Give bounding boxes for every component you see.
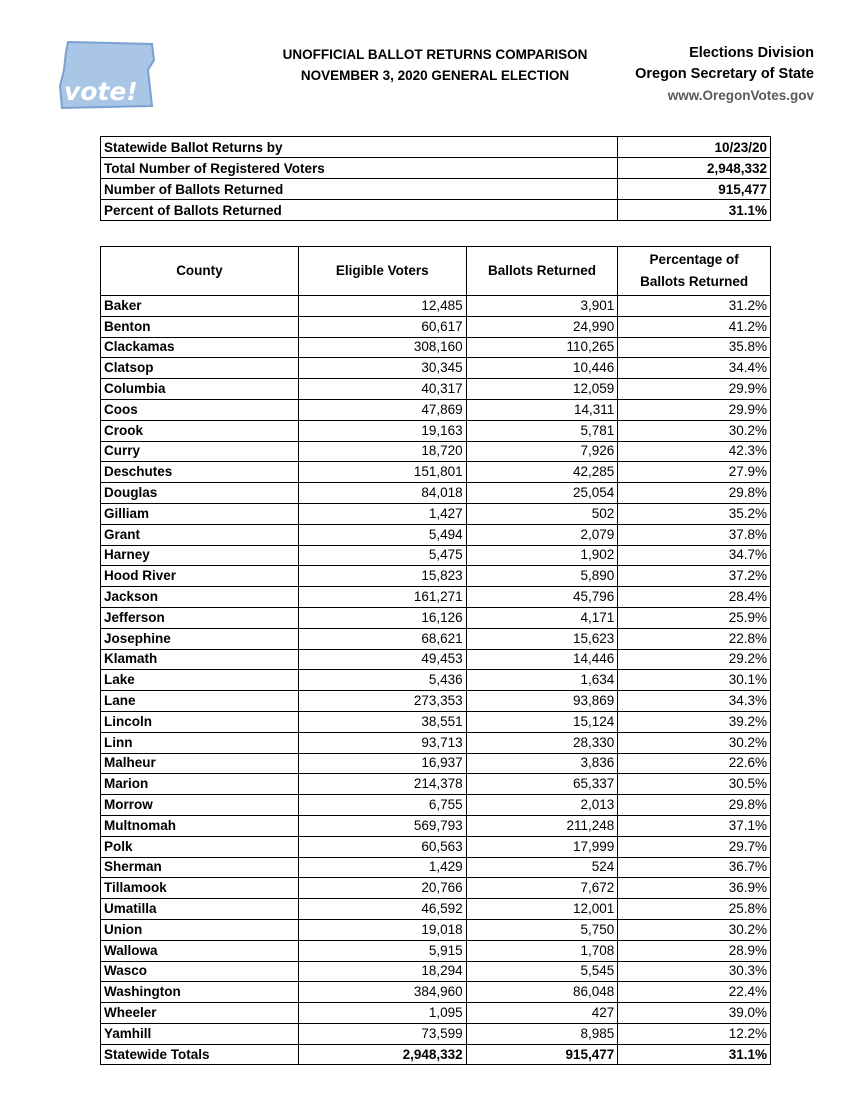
logo-text: vote!	[64, 77, 138, 106]
percentage-returned: 22.8%	[618, 628, 771, 649]
eligible-voters: 73,599	[298, 1023, 466, 1044]
eligible-voters: 5,915	[298, 940, 466, 961]
percentage-returned: 36.9%	[618, 878, 771, 899]
eligible-voters: 19,018	[298, 919, 466, 940]
county-name: Josephine	[101, 628, 299, 649]
county-name: Marion	[101, 774, 299, 795]
statewide-totals-row	[101, 1044, 771, 1065]
table-row	[101, 899, 771, 920]
eligible-voters: 40,317	[298, 379, 466, 400]
ballots-returned: 7,672	[466, 878, 618, 899]
summary-label: Statewide Ballot Returns by	[101, 137, 618, 158]
ballots-returned: 10,446	[466, 358, 618, 379]
eligible-voters: 60,617	[298, 316, 466, 337]
county-name: Union	[101, 919, 299, 940]
percentage-returned: 37.1%	[618, 815, 771, 836]
eligible-voters: 84,018	[298, 483, 466, 504]
county-name: Clackamas	[101, 337, 299, 358]
table-row	[101, 940, 771, 961]
ballots-returned: 12,001	[466, 899, 618, 920]
office-name: Oregon Secretary of State	[635, 66, 814, 82]
eligible-voters: 384,960	[298, 982, 466, 1003]
header-percentage	[618, 247, 771, 296]
county-name: Yamhill	[101, 1023, 299, 1044]
county-name: Jefferson	[101, 607, 299, 628]
county-name: Hood River	[101, 566, 299, 587]
county-name: Malheur	[101, 753, 299, 774]
eligible-voters: 151,801	[298, 462, 466, 483]
county-name: Jackson	[101, 587, 299, 608]
county-name: Wheeler	[101, 1003, 299, 1024]
county-name: Polk	[101, 836, 299, 857]
table-row	[101, 337, 771, 358]
eligible-voters: 1,095	[298, 1003, 466, 1024]
title-line-2: NOVEMBER 3, 2020 GENERAL ELECTION	[300, 68, 570, 83]
table-row	[101, 649, 771, 670]
summary-value: 2,948,332	[618, 158, 771, 179]
table-row	[101, 732, 771, 753]
percentage-returned: 29.2%	[618, 649, 771, 670]
ballots-returned: 28,330	[466, 732, 618, 753]
eligible-voters: 214,378	[298, 774, 466, 795]
county-name: Baker	[101, 296, 299, 317]
county-name: Harney	[101, 545, 299, 566]
percentage-returned: 35.8%	[618, 337, 771, 358]
table-row	[101, 628, 771, 649]
county-name: Morrow	[101, 795, 299, 816]
ballots-returned: 14,311	[466, 399, 618, 420]
table-row	[101, 1023, 771, 1044]
county-name: Sherman	[101, 857, 299, 878]
county-name: Deschutes	[101, 462, 299, 483]
table-row	[101, 795, 771, 816]
ballots-returned: 15,124	[466, 711, 618, 732]
ballots-returned: 211,248	[466, 815, 618, 836]
summary-value: 31.1%	[618, 200, 771, 221]
percentage-returned: 22.6%	[618, 753, 771, 774]
percentage-returned: 29.9%	[618, 379, 771, 400]
total-percentage-returned: 31.1%	[618, 1044, 771, 1065]
ballots-returned: 110,265	[466, 337, 618, 358]
summary-row	[101, 200, 771, 221]
county-name: Tillamook	[101, 878, 299, 899]
eligible-voters: 19,163	[298, 420, 466, 441]
percentage-returned: 30.2%	[618, 919, 771, 940]
county-name: Clatsop	[101, 358, 299, 379]
county-name: Crook	[101, 420, 299, 441]
percentage-returned: 12.2%	[618, 1023, 771, 1044]
percentage-returned: 25.8%	[618, 899, 771, 920]
table-row	[101, 774, 771, 795]
county-name: Grant	[101, 524, 299, 545]
eligible-voters: 18,294	[298, 961, 466, 982]
county-name: Wallowa	[101, 940, 299, 961]
ballots-returned: 42,285	[466, 462, 618, 483]
percentage-returned: 37.8%	[618, 524, 771, 545]
ballots-returned: 524	[466, 857, 618, 878]
eligible-voters: 1,429	[298, 857, 466, 878]
table-row	[101, 961, 771, 982]
percentage-returned: 30.2%	[618, 732, 771, 753]
table-row	[101, 441, 771, 462]
table-row	[101, 524, 771, 545]
county-name: Columbia	[101, 379, 299, 400]
table-row	[101, 587, 771, 608]
total-ballots-returned: 915,477	[466, 1044, 618, 1065]
ballots-returned: 3,901	[466, 296, 618, 317]
ballots-returned: 24,990	[466, 316, 618, 337]
table-row	[101, 670, 771, 691]
county-name: Curry	[101, 441, 299, 462]
eligible-voters: 1,427	[298, 503, 466, 524]
table-row	[101, 857, 771, 878]
summary-label: Percent of Ballots Returned	[101, 200, 618, 221]
ballots-returned: 1,634	[466, 670, 618, 691]
county-returns-table	[100, 246, 771, 1065]
ballots-returned: 5,750	[466, 919, 618, 940]
county-name: Lake	[101, 670, 299, 691]
eligible-voters: 46,592	[298, 899, 466, 920]
ballots-returned: 2,013	[466, 795, 618, 816]
division-name: Elections Division	[689, 45, 814, 61]
oregon-vote-logo	[56, 40, 160, 110]
ballots-returned: 45,796	[466, 587, 618, 608]
header-percentage-line-1: Percentage of	[649, 252, 739, 267]
issuer-block	[635, 43, 814, 106]
percentage-returned: 30.5%	[618, 774, 771, 795]
table-row	[101, 566, 771, 587]
table-header-row	[101, 247, 771, 296]
table-row	[101, 399, 771, 420]
ballots-returned: 8,985	[466, 1023, 618, 1044]
percentage-returned: 31.2%	[618, 296, 771, 317]
eligible-voters: 30,345	[298, 358, 466, 379]
summary-label: Number of Ballots Returned	[101, 179, 618, 200]
ballots-returned: 3,836	[466, 753, 618, 774]
ballots-returned: 1,902	[466, 545, 618, 566]
percentage-returned: 25.9%	[618, 607, 771, 628]
table-row	[101, 878, 771, 899]
table-row	[101, 503, 771, 524]
title-line-1: UNOFFICIAL BALLOT RETURNS COMPARISON	[282, 47, 588, 62]
summary-label: Total Number of Registered Voters	[101, 158, 618, 179]
table-row	[101, 420, 771, 441]
ballots-returned: 5,781	[466, 420, 618, 441]
eligible-voters: 93,713	[298, 732, 466, 753]
percentage-returned: 30.2%	[618, 420, 771, 441]
eligible-voters: 16,126	[298, 607, 466, 628]
ballots-returned: 5,545	[466, 961, 618, 982]
table-row	[101, 379, 771, 400]
summary-value: 915,477	[618, 179, 771, 200]
table-row	[101, 711, 771, 732]
county-name: Benton	[101, 316, 299, 337]
eligible-voters: 20,766	[298, 878, 466, 899]
county-name: Washington	[101, 982, 299, 1003]
ballots-returned: 12,059	[466, 379, 618, 400]
table-row	[101, 753, 771, 774]
county-name: Lincoln	[101, 711, 299, 732]
county-name: Klamath	[101, 649, 299, 670]
ballots-returned: 17,999	[466, 836, 618, 857]
percentage-returned: 30.3%	[618, 961, 771, 982]
county-name: Umatilla	[101, 899, 299, 920]
county-name: Multnomah	[101, 815, 299, 836]
county-name: Linn	[101, 732, 299, 753]
county-name: Wasco	[101, 961, 299, 982]
eligible-voters: 15,823	[298, 566, 466, 587]
table-row	[101, 836, 771, 857]
percentage-returned: 30.1%	[618, 670, 771, 691]
table-row	[101, 296, 771, 317]
eligible-voters: 47,869	[298, 399, 466, 420]
percentage-returned: 42.3%	[618, 441, 771, 462]
percentage-returned: 39.2%	[618, 711, 771, 732]
header-eligible-voters: Eligible Voters	[298, 247, 466, 296]
website-link[interactable]: www.OregonVotes.gov	[667, 88, 814, 103]
percentage-returned: 29.8%	[618, 795, 771, 816]
eligible-voters: 5,475	[298, 545, 466, 566]
eligible-voters: 38,551	[298, 711, 466, 732]
percentage-returned: 28.9%	[618, 940, 771, 961]
eligible-voters: 6,755	[298, 795, 466, 816]
percentage-returned: 29.7%	[618, 836, 771, 857]
eligible-voters: 5,494	[298, 524, 466, 545]
table-row	[101, 691, 771, 712]
total-county-name: Statewide Totals	[101, 1044, 299, 1065]
eligible-voters: 273,353	[298, 691, 466, 712]
percentage-returned: 34.4%	[618, 358, 771, 379]
table-row	[101, 483, 771, 504]
eligible-voters: 16,937	[298, 753, 466, 774]
total-eligible-voters: 2,948,332	[298, 1044, 466, 1065]
header-percentage-line-2: Ballots Returned	[640, 274, 749, 289]
percentage-returned: 41.2%	[618, 316, 771, 337]
ballots-returned: 7,926	[466, 441, 618, 462]
document-title	[250, 44, 620, 86]
eligible-voters: 68,621	[298, 628, 466, 649]
table-row	[101, 358, 771, 379]
table-row	[101, 982, 771, 1003]
summary-row	[101, 179, 771, 200]
table-row	[101, 316, 771, 337]
ballots-returned: 1,708	[466, 940, 618, 961]
summary-row	[101, 137, 771, 158]
eligible-voters: 12,485	[298, 296, 466, 317]
percentage-returned: 36.7%	[618, 857, 771, 878]
ballots-returned: 502	[466, 503, 618, 524]
ballots-returned: 5,890	[466, 566, 618, 587]
table-row	[101, 815, 771, 836]
eligible-voters: 5,436	[298, 670, 466, 691]
county-name: Lane	[101, 691, 299, 712]
table-row	[101, 607, 771, 628]
eligible-voters: 18,720	[298, 441, 466, 462]
table-row	[101, 462, 771, 483]
percentage-returned: 29.9%	[618, 399, 771, 420]
percentage-returned: 34.3%	[618, 691, 771, 712]
percentage-returned: 29.8%	[618, 483, 771, 504]
header-ballots-returned: Ballots Returned	[466, 247, 618, 296]
summary-row	[101, 158, 771, 179]
percentage-returned: 22.4%	[618, 982, 771, 1003]
ballots-returned: 86,048	[466, 982, 618, 1003]
table-row	[101, 545, 771, 566]
ballots-returned: 4,171	[466, 607, 618, 628]
eligible-voters: 161,271	[298, 587, 466, 608]
percentage-returned: 34.7%	[618, 545, 771, 566]
percentage-returned: 37.2%	[618, 566, 771, 587]
table-row	[101, 1003, 771, 1024]
eligible-voters: 569,793	[298, 815, 466, 836]
statewide-summary-table	[100, 136, 771, 221]
county-name: Douglas	[101, 483, 299, 504]
ballots-returned: 14,446	[466, 649, 618, 670]
summary-value: 10/23/20	[618, 137, 771, 158]
eligible-voters: 308,160	[298, 337, 466, 358]
percentage-returned: 27.9%	[618, 462, 771, 483]
percentage-returned: 35.2%	[618, 503, 771, 524]
ballots-returned: 2,079	[466, 524, 618, 545]
ballots-returned: 15,623	[466, 628, 618, 649]
table-row	[101, 919, 771, 940]
ballots-returned: 427	[466, 1003, 618, 1024]
percentage-returned: 39.0%	[618, 1003, 771, 1024]
county-name: Gilliam	[101, 503, 299, 524]
eligible-voters: 60,563	[298, 836, 466, 857]
percentage-returned: 28.4%	[618, 587, 771, 608]
ballots-returned: 65,337	[466, 774, 618, 795]
eligible-voters: 49,453	[298, 649, 466, 670]
ballots-returned: 25,054	[466, 483, 618, 504]
header-county: County	[101, 247, 299, 296]
ballots-returned: 93,869	[466, 691, 618, 712]
county-name: Coos	[101, 399, 299, 420]
